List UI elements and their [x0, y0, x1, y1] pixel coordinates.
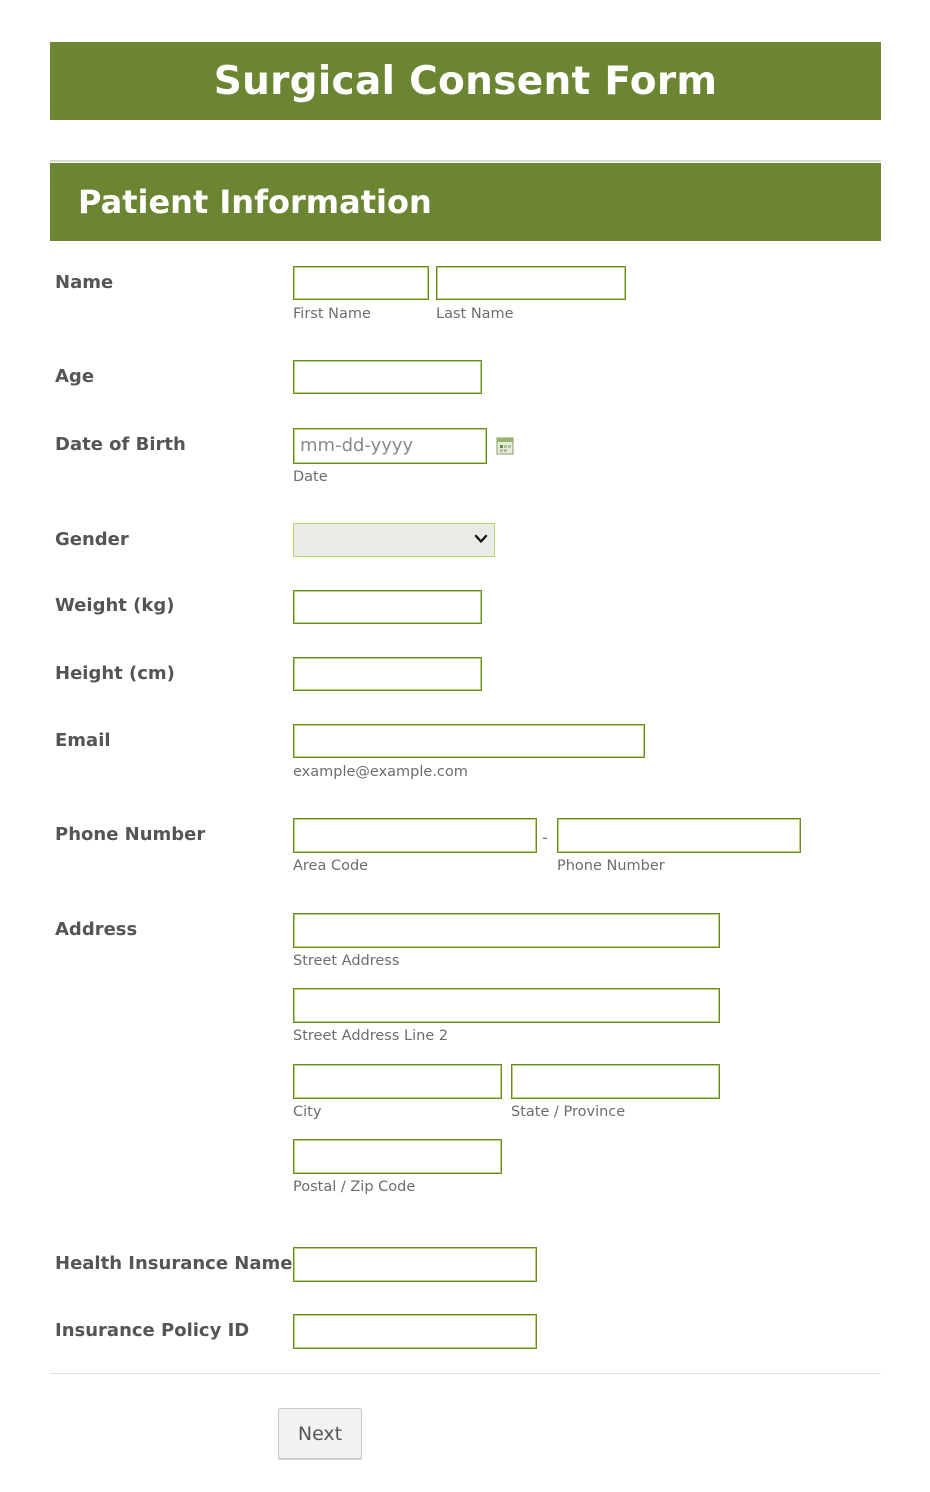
name-label: Name	[55, 272, 114, 293]
policy-id-label: Insurance Policy ID	[55, 1320, 250, 1341]
dob-placeholder: mm-dd-yyyy	[300, 435, 414, 456]
area-code-sublabel: Area Code	[293, 858, 369, 874]
height-input[interactable]	[293, 657, 482, 691]
policy-id-input[interactable]	[293, 1314, 537, 1349]
age-input[interactable]	[293, 360, 482, 394]
street-address-line2-input[interactable]	[293, 988, 720, 1023]
weight-label: Weight (kg)	[55, 595, 175, 616]
first-name-sublabel: First Name	[293, 306, 371, 322]
next-button[interactable]: Next	[278, 1408, 362, 1459]
gender-label: Gender	[55, 529, 129, 550]
phone-number-sublabel: Phone Number	[557, 858, 665, 874]
section-divider	[50, 160, 881, 162]
weight-input[interactable]	[293, 590, 482, 624]
dob-sublabel: Date	[293, 469, 328, 485]
form-header	[50, 42, 881, 120]
gender-select[interactable]	[293, 523, 495, 557]
phone-separator: -	[542, 828, 548, 847]
age-label: Age	[55, 366, 95, 387]
first-name-input[interactable]	[293, 266, 429, 300]
dob-label: Date of Birth	[55, 434, 186, 455]
zip-sublabel: Postal / Zip Code	[293, 1179, 416, 1195]
state-input[interactable]	[511, 1064, 720, 1099]
area-code-input[interactable]	[293, 818, 537, 853]
section-title: Patient Information	[78, 183, 432, 221]
form-title: Surgical Consent Form	[213, 58, 718, 104]
footer-divider	[50, 1373, 881, 1374]
zip-input[interactable]	[293, 1139, 502, 1174]
email-input[interactable]	[293, 724, 645, 758]
dob-input[interactable]	[293, 428, 487, 464]
city-input[interactable]	[293, 1064, 502, 1099]
last-name-sublabel: Last Name	[436, 306, 514, 322]
chevron-down-icon	[474, 532, 488, 546]
phone-number-input[interactable]	[557, 818, 801, 853]
email-label: Email	[55, 730, 111, 751]
state-sublabel: State / Province	[511, 1104, 626, 1120]
height-label: Height (cm)	[55, 663, 175, 684]
city-sublabel: City	[293, 1104, 322, 1120]
section-header	[50, 163, 881, 241]
address-label: Address	[55, 919, 138, 940]
calendar-icon[interactable]	[496, 437, 514, 455]
street-address-input[interactable]	[293, 913, 720, 948]
email-sublabel: example@example.com	[293, 764, 468, 780]
phone-label: Phone Number	[55, 824, 206, 845]
street-address-line2-sublabel: Street Address Line 2	[293, 1028, 449, 1044]
street-address-sublabel: Street Address	[293, 953, 400, 969]
last-name-input[interactable]	[436, 266, 626, 300]
insurance-name-input[interactable]	[293, 1247, 537, 1282]
insurance-name-label: Health Insurance Name	[55, 1253, 293, 1274]
